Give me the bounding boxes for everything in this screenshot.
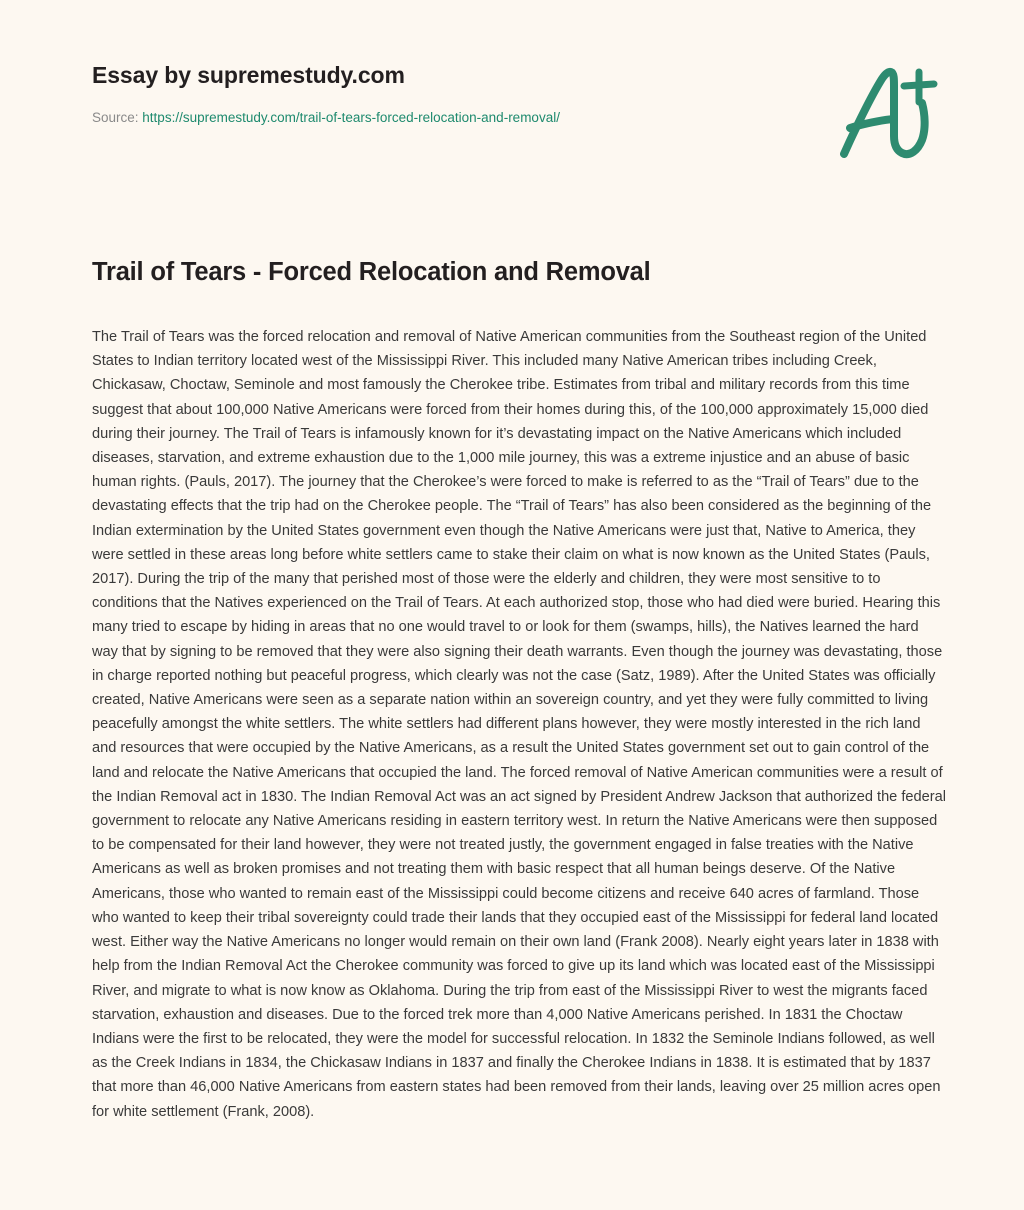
source-line: [92, 109, 946, 127]
source-url-link[interactable]: https://supremestudy.com/trail-of-tears-forced-relocation-and-removal/: [142, 109, 560, 125]
page-content: [0, 126, 1024, 1164]
essay-body-paragraph: The Trail of Tears was the forced relocation and removal of Native American communities from the Southeast region of the United States to Indian territory located west of the Mississippi River. This included many Native American tribes including Creek, Chickasaw, Choctaw, Seminole and most famously the Cherokee tribe. Estimates from tribal and military records from this time suggest that about 100,000 Native Americans were forced from their homes during this, of the 100,000 approximately 15,000 died during their journey. The Trail of Tears is infamously known for it’s devastating impact on the Native Americans which included diseases, starvation, and extreme exhaustion due to the 1,000 mile journey, this was a extreme injustice and an abuse of basic human rights. (Pauls, 2017). The journey that the Cherokee’s were forced to make is referred to as the “Trail of Tears” due to the devastating effects that the trip had on the Cherokee people. The “Trail of Tears” has also been considered as the beginning of the Indian extermination by the United States government even though the Native Americans were just that, Native to America, they were settled in these areas long before white settlers came to stake their claim on what is now known as the United States (Pauls, 2017). During the trip of the many that perished most of those were the elderly and children, they were most sensitive to to conditions that the Natives experienced on the Trail of Tears. At each authorized stop, those who had died were buried. Hearing this many tried to escape by hiding in areas that no one would travel to or look for them (swamps, hills), the Natives learned the hard way that by signing to be removed that they were also signing their death warrants. Even though the journey was devastating, those in charge reported nothing but peaceful progress, which clearly was not the case (Satz, 1989). After the United States was officially created, Native Americans were seen as a separate nation within an sovereign country, and yet they were fully committed to living peacefully amongst the white settlers. The white settlers had different plans however, they were mostly interested in the rich land and resources that were occupied by the Native Americans, as a result the United States government set out to gain control of the land and relocate the Native Americans that occupied the land. The forced removal of Native American communities were a result of the Indian Removal act in 1830. The Indian Removal Act was an act signed by President Andrew Jackson that authorized the federal government to relocate any Native Americans residing in eastern territory west. In return the Native Americans were then supposed to be compensated for their land however, they were not treated justly, the government engaged in false treaties with the Native Americans as well as broken promises and not treating them with basic respect that all human beings deserve. Of the Native Americans, those who wanted to remain east of the Mississippi could become citizens and receive 640 acres of farmland. Those who wanted to keep their tribal sovereignty could trade their lands that they occupied east of the Mississippi for federal land located west. Either way the Native Americans no longer would remain on their own land (Frank 2008). Nearly eight years later in 1838 with help from the Indian Removal Act the Cherokee community was forced to give up its land which was located east of the Mississippi River, and migrate to what is now know as Oklahoma. During the trip from east of the Mississippi River to west the migrants faced starvation, exhaustion and diseases. Due to the forced trek more than 4,000 Native Americans perished. In 1831 the Choctaw Indians were the first to be relocated, they were the model for successful relocation. In 1832 the Seminole Indians followed, as well as the Creek Indians in 1834, the Chickasaw Indians in 1837 and finally the Cherokee Indians in 1838. It is estimated that by 1837 that more than 46,000 Native Americans from eastern states had been removed from their lands, leaving over 25 million acres open for white settlement (Frank, 2008).: [92, 329, 946, 1120]
page-header: [0, 0, 1024, 126]
a-plus-logo-icon: [830, 58, 950, 168]
source-label: Source:: [92, 109, 139, 125]
page-title: Trail of Tears - Forced Relocation and Removal: [92, 258, 651, 287]
brand-title: Essay by supremestudy.com: [92, 62, 405, 88]
